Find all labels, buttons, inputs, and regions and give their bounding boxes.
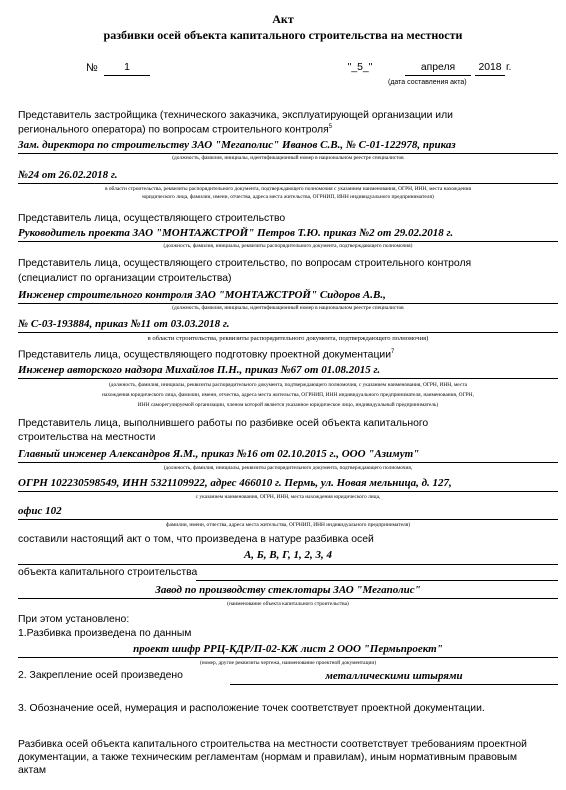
object-hint: (наименование объекта капитального строительства) <box>227 601 349 607</box>
surveyor-hint3: фамилии, имени, отчества, адреса места жительства, ОГРНИП, ИНН индивидуального предпринимателя) <box>166 522 410 528</box>
surveyor-label-line1: Представитель лица, выполнившего работы по разбивке осей объекта капитального <box>18 418 429 429</box>
surveyor-hint2: с указанием наименования, ОГРН, ИНН, места нахождения юридического лица, <box>195 494 381 500</box>
surveyor-value-line1: Главный инженер Александров Я.М., приказ №16 от 02.10.2015 г., ООО "Азимут" <box>18 448 420 460</box>
designer-label: Представитель лица, осуществляющего подготовку проектной документации <box>18 349 392 361</box>
builder-value: Руководитель проекта ЗАО "МОНТАЖСТРОЙ" Петров Т.Ю. приказ №2 от 29.02.2018 г. <box>18 227 454 239</box>
developer-value-line1: Зам. директора по строительству ЗАО "Мегаполис" Иванов С.В., № С-01-122978, приказ <box>18 139 456 151</box>
surveyor-line2 <box>18 491 558 492</box>
surveyor-value-line3: офис 102 <box>18 505 62 517</box>
surveyor-label-line2: строительства на местности <box>18 432 156 443</box>
builder-control-line1 <box>18 303 558 304</box>
conclusion-line3: актам <box>18 765 47 776</box>
builder-control-label-line2: (специалист по организации строительства) <box>18 273 232 284</box>
developer-value-line2: №24 от 26.02.2018 г. <box>18 169 118 181</box>
findings-intro: При этом установлено: <box>18 614 130 625</box>
builder-control-value-line1: Инженер строительного контроля ЗАО "МОНТАЖСТРОЙ" Сидоров А.В., <box>18 289 386 301</box>
builder-label: Представитель лица, осуществляющего строительство <box>18 213 286 224</box>
date-hint: (дата составления акта) <box>388 79 467 86</box>
surveyor-line3 <box>18 519 558 520</box>
finding2-value: металлическими штырями <box>325 670 463 682</box>
act-day: "_5_" <box>347 62 373 73</box>
builder-hint: (должность, фамилия, инициалы, реквизиты распорядительного документа, подтверждающего полномочия) <box>163 243 413 249</box>
statement-axes: А, Б, В, Г, 1, 2, 3, 4 <box>243 549 333 561</box>
developer-label-line2: регионального оператора) по вопросам строительного контроля <box>18 124 329 136</box>
statement-text: составили настоящий акт о том, что произведена в натуре разбивка осей <box>18 534 374 545</box>
finding1-label: 1.Разбивка произведена по данным <box>18 628 192 639</box>
object-label-line <box>196 580 558 581</box>
finding2-label: 2. Закрепление осей произведено <box>18 670 183 681</box>
act-year-line <box>475 75 505 76</box>
developer-hint2b: юридического лица, фамилии, имени, отчества, адреса места жительства, ОГРНИП, ИНН индивидуального предпринимателя) <box>142 194 434 200</box>
surveyor-value-line2: ОГРН 102230598549, ИНН 5321109922, адрес 466010 г. Пермь, ул. Новая мельница, д. 127, <box>18 477 452 489</box>
finding3-text: 3. Обозначение осей, нумерация и расположение точек соответствует проектной документации. <box>18 703 485 714</box>
object-value: Завод по производству стеклотары ЗАО "Мегаполис" <box>155 584 421 596</box>
builder-control-hint1: (должность, фамилия, инициалы, идентификационный номер в национальном реестре специалистов <box>172 305 404 311</box>
builder-control-hint2: в области строительства, реквизиты распорядительного документа, подтверждающего полномочия) <box>147 335 429 342</box>
developer-label-line1: Представитель застройщика (технического заказчика, эксплуатирующей организации или <box>18 110 453 121</box>
conclusion-line1: Разбивка осей объекта капитального строительства на местности соответствует требованиям проектной <box>18 739 527 750</box>
finding2-line <box>230 684 558 685</box>
conclusion-line2: документации, а также техническим регламентам (нормам и правилам), иным нормативным правовым <box>18 752 517 763</box>
finding1-hint: (номер, другие реквизиты чертежа, наименование проектной документации) <box>199 660 377 666</box>
developer-line2 <box>18 183 558 184</box>
builder-line <box>18 241 558 242</box>
builder-control-value-line2: № С-03-193884, приказ №11 от 03.03.2018 г. <box>18 318 230 330</box>
developer-hint2a: в области строительства, реквизиты распорядительного документа, подтверждающего полномочия с указанием наименования, ОГРН, ИНН, места нахождения <box>104 186 472 192</box>
object-value-line <box>18 598 558 599</box>
builder-control-label-line1: Представитель лица, осуществляющего строительство, по вопросам строительного контроля <box>18 258 472 269</box>
developer-hint1: (должность, фамилия, инициалы, идентификационный номер в национальном реестре специалистов <box>172 155 404 161</box>
act-year-suffix: г. <box>506 62 512 73</box>
surveyor-line1 <box>18 462 558 463</box>
act-year: 2018 <box>478 62 502 73</box>
document-title: Акт <box>272 12 294 26</box>
surveyor-hint1: (должность, фамилия, инициалы, реквизиты распорядительного документа, подтверждающего полномочия, <box>163 465 413 471</box>
act-month: апреля <box>420 62 456 73</box>
designer-value: Инженер авторского надзора Михайлов П.Н., приказ №67 от 01.08.2015 г. <box>18 364 381 376</box>
finding1-line <box>18 657 558 658</box>
statement-axes-line <box>18 564 558 565</box>
object-label: объекта капитального строительства <box>18 567 198 578</box>
act-number: 1 <box>124 62 130 73</box>
developer-line1 <box>18 153 558 154</box>
designer-line <box>18 378 558 379</box>
act-number-line <box>104 75 150 76</box>
document-subtitle: разбивки осей объекта капитального строительства на местности <box>103 28 463 42</box>
builder-control-line2 <box>18 332 558 333</box>
act-number-prefix: № <box>86 62 98 74</box>
act-month-line <box>405 75 471 76</box>
finding1-value: проект шифр РРЦ-КДР/П-02-КЖ лист 2 ООО "Пермьпроект" <box>133 643 443 655</box>
designer-hint1: (должность, фамилия, инициалы, реквизиты распорядительного документа, подтверждающего полномочия, с указанием наименования, ОГРН, ИНН, места <box>108 382 468 388</box>
designer-label-sup: 7 <box>391 349 395 355</box>
developer-label-sup: 5 <box>328 124 333 130</box>
designer-hint3: ИНН саморегулируемой организации, членом которой является указанное юридическое лицо, индивидуальный предприниматель) <box>137 402 439 408</box>
designer-hint2: нахождения юридического лица, фамилии, имени, отчества, адреса места жительства, ОГРНИП, ИНН индивидуального предпринимателя, наименования, ОГРН, <box>102 392 474 398</box>
